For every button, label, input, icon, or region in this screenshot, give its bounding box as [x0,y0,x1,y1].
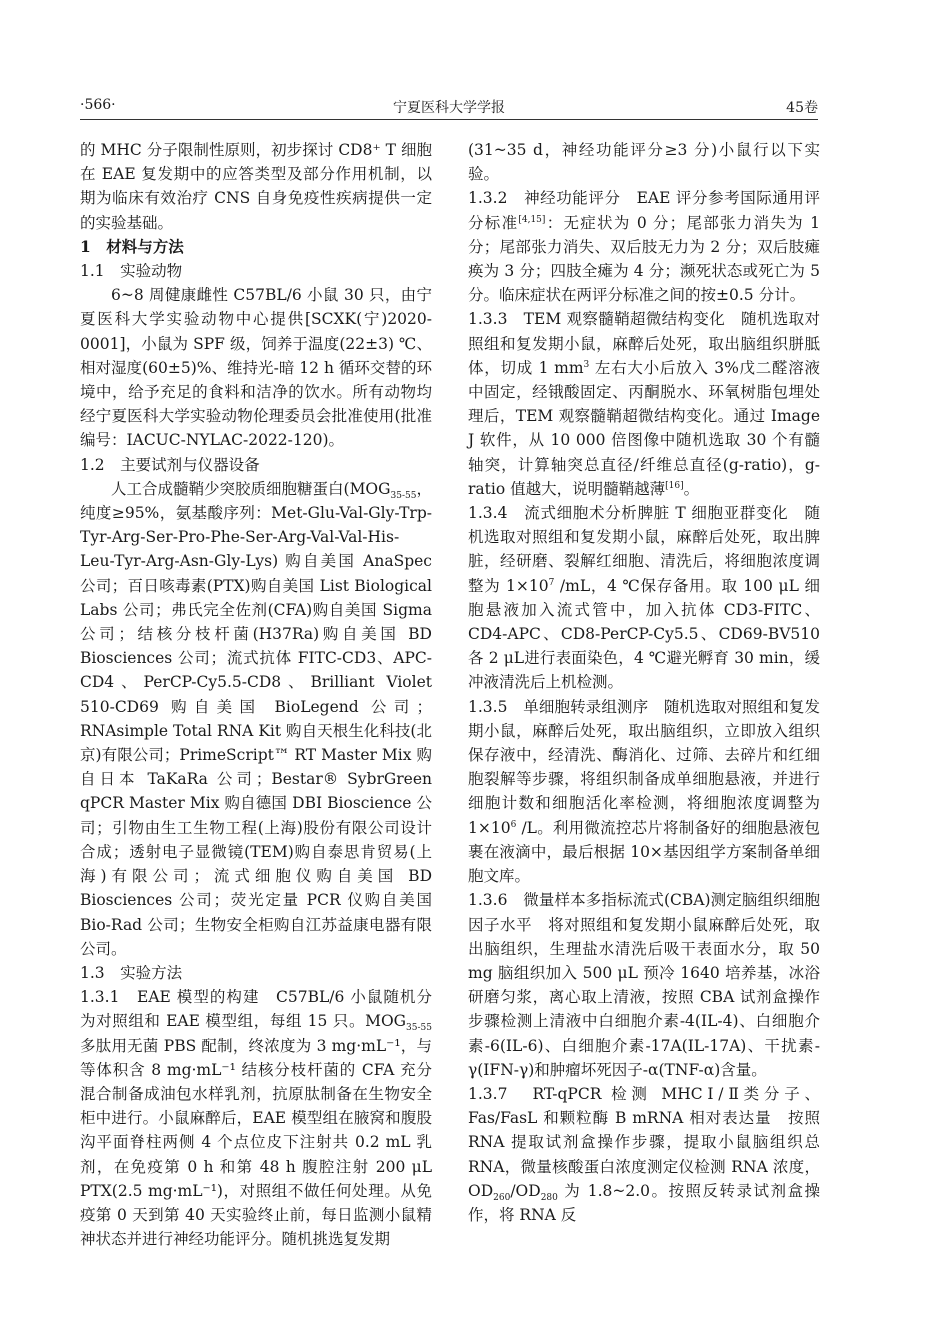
continuation-text: (31~35 d，神经功能评分≥3 分)小鼠行以下实验。 [468,141,820,184]
running-header [80,97,818,120]
subsection-heading-reagents: 1.2 主要试剂与仪器设备 [80,455,260,474]
reagents-paragraph: 人工合成髓鞘少突胶质细胞糖蛋白($MOG_{35-55}$，纯度≥95%，氨基酸序列：Met-Glu-Val-Gly-Trp-Tyr-Arg-Ser-Pro-Phe-Ser-Arg-Val-Val-His-Leu-Tyr-Arg-Asn-Gly-Lys) 购自美国 AnaSpec 公司；百日咳毒素(PTX)购自美国 List Biological Labs 公司；弗氏完全佐剂(CFA)购自美国 Sigma 公司；结核分枝杆菌(H37Ra)购自美国 BD Biosciences 公司；流式抗体 FITC-CD3、APC-CD4、PerCP-Cy5.5-CD8、Brilliant Violet 510-CD69 购自美国 BioLegend 公司；RNAsimple Total RNA Kit 购自天根生化科技(北京)有限公司；PrimeScript™ RT Master Mix 购自日本 TaKaRa 公司；Bestar® SybrGreen qPCR Master Mix 购自德国 DBI Bioscience 公司；引物由生工生物工程(上海)股份有限公司设计合成；透射电子显微镜(TEM)购自泰思肯贸易(上海)有限公司；流式细胞仪购自美国 BD Biosciences 公司；荧光定量 PCR 仪购自美国 Bio-Rad 公司；生物安全柜购自江苏益康电器有限公司。 [80,479,432,958]
subsection-heading-animals: 1.1 实验动物 [80,262,183,281]
animals-paragraph: 6~8 周健康雌性 C57BL/6 小鼠 30 只，由宁夏医科大学实验动物中心提供[SCXK(宁)2020-0001]，小鼠为 SPF 级，饲养于温度(22±3) ℃、相对湿度(60±5)%、维持光-暗 12 h 循环交替的环境中，给予充足的食料和洁净的饮水。所有动物均经宁夏医科大学实验动物伦理委员会批准使用(批准编号：IACUC-NYLAC-2022-120)。 [80,286,432,450]
method-single-cell: 1.3.5 单细胞转录组测序 随机选取对照组和复发期小鼠，麻醉后处死，取出脑组织，立即放入组织保存液中，经清洗、酶消化、过筛、去碎片和红细胞裂解等步骤，将组织制备成单细胞悬液，并进行细胞计数和细胞活化率检测，将细胞浓度调整为 $1\times 10^6$ /L。利用微流控芯片将制备好的细胞悬液包裹在液滴中，最后根据 10×基因组学方案制备单细胞文库。 [468,697,820,886]
journal-title: 宁夏医科大学学报 [393,100,505,116]
right-column [468,138,820,1227]
page-number: ·566· [80,97,116,113]
method-eae-model: 1.3.1 EAE 模型的构建 C57BL/6 小鼠随机分为对照组和 EAE 模型组，每组 15 只。$MOG_{35-55}$ 多肽用无菌 PBS 配制，终浓度为 3 mg·mL⁻¹，与等体积含 8 mg·mL⁻¹ 结核分枝杆菌的 CFA 充分混合制备成油包水样乳剂，抗原肽制备在生物安全柜中进行。小鼠麻醉后，EAE 模型组在腋窝和腹股沟平面脊柱两侧 4 个点位皮下注射共 0.2 mL 乳剂，在免疫第 0 h 和第 48 h 腹腔注射 200 μL PTX(2.5 mg·mL⁻¹)，对照组不做任何处理。从免疫第 0 天到第 40 天实验终止前，每日监测小鼠精神状态并进行神经功能评分。随机挑选复发期 [80,988,432,1249]
volume-label: 45卷 [786,100,818,116]
section-heading-methods: 1 材料与方法 [80,236,184,256]
method-rt-qpcr: 1.3.7 RT-qPCR 检测 MHCⅠ/Ⅱ类分子、Fas/FasL 和颗粒酶 B mRNA 相对表达量 按照 RNA 提取试剂盒操作步骤，提取小鼠脑组织总 RNA，微量核酸蛋白浓度测定仪检测 RNA 浓度，$OD_{260}/OD_{280}$ 为 1.8~2.0。按照反转录试剂盒操作，将 RNA 反 [468,1084,820,1224]
subsection-heading-methods: 1.3 实验方法 [80,963,183,982]
method-flow-cytometry: 1.3.4 流式细胞术分析脾脏 T 细胞亚群变化 随机选取对照组和复发期小鼠，麻醉后处死，取出脾脏，经研磨、裂解红细胞、清洗后，将细胞浓度调整为 $1\times 10^7$ /mL，4 ℃保存备用。取 100 μL 细胞悬液加入流式管中，加入抗体 CD3-FITC、CD4-APC、CD8-PerCP-Cy5.5、CD69-BV510 各 2 μL进行表面染色，4 ℃避光孵育 30 min，缓冲液清洗后上机检测。 [468,504,820,692]
intro-paragraph: 的 MHC 分子限制性原则，初步探讨 CD8⁺ T 细胞在 EAE 复发期中的应答类型及部分作用机制，以期为临床有效治疗 CNS 自身免疫性疾病提供一定的实验基础。 [80,141,432,232]
method-tem: 1.3.3 TEM 观察髓鞘超微结构变化 随机选取对照组和复发期小鼠，麻醉后处死，取出脑组织胼胝体，切成 1 $mm^3$ 左右大小后放入 3%戊二醛溶液中固定，经锇酸固定、丙酮脱水、环氧树脂包埋处理后，TEM 观察髓鞘超微结构变化。通过 Image J 软件，从 10 000 倍图像中随机选取 30 个有髓轴突，计算轴突总直径/纤维总直径(g-ratio)，g-ratio 值越大，说明髓鞘越薄[16]。 [468,310,820,498]
method-neuro-score: 1.3.2 神经功能评分 EAE 评分参考国际通用评分标准[4,15]：无症状为 0 分；尾部张力消失为 1 分；尾部张力消失、双后肢无力为 2 分；双后肢瘫痪为 3 分；四肢全瘫为 4 分；濒死状态或死亡为 5 分。临床症状在两评分标准之间的按±0.5 分计。 [468,189,820,305]
left-column [80,138,432,1251]
method-cba: 1.3.6 微量样本多指标流式(CBA)测定脑组织细胞因子水平 将对照组和复发期小鼠麻醉后处死，取出脑组织，生理盐水清洗后吸干表面水分，取 50 mg 脑组织加入 500 μL 预冷 1640 培养基，冰浴研磨匀浆，离心取上清液，按照 CBA 试剂盒操作步骤检测上清液中白细胞介素-4(IL-4)、白细胞介素-6(IL-6)、白细胞介素-17A(IL-17A)、干扰素-γ(IFN-γ)和肿瘤坏死因子-α(TNF-α)含量。 [468,891,820,1079]
